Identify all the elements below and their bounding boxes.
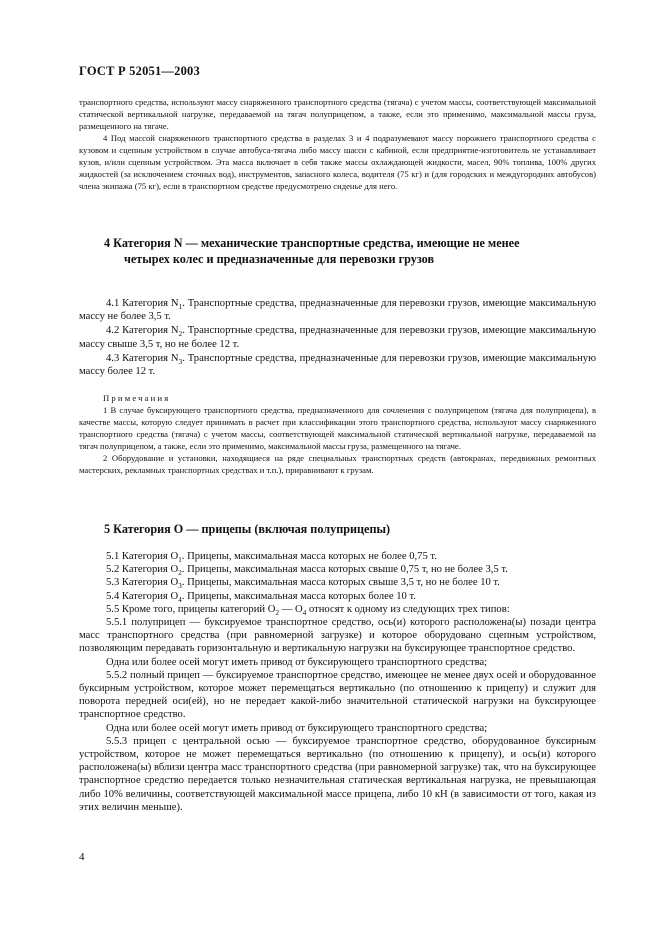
note-4: 4 Под массой снаряженного транспортного средства в разделах 3 и 4 подразумевают массу порожнего транспортного средства с кузовом и сцепным устройством в случае автобуса-тягача либо массу шасси с кабиной, если предприятие-изготовитель не устанавливает кузов, и/или сцепным устройством. Эта масса включает в себя также массы охлаждающей жидкости, масел, 90% топлива, 100% других жидкостей (за исключением сточных вод), инструментов, запасного колеса, водителя (75 кг) и (для городских и междугородних автобусов) члена экипажа (75 кг), если в транспортном средстве предусмотрено сиденье для него.	[79, 133, 596, 191]
item-5-4: 5.4 Категория $O_4$. Прицепы, максимальная масса которых более 10 т.	[106, 590, 416, 604]
note-continuation: транспортного средства, используют массу снаряженного транспортного средства (тягача) с учетом массы, соответствующей максимальной статической вертикальной нагрузке, передаваемой на тягач полуприцепом, а также, если это применимо, максимальной массы груза, размещенного на тягаче.	[79, 97, 596, 131]
item-5-5: 5.5 Кроме того, прицепы категорий $O_2$ — $O_4$ относят к одному из следующих трех типов:	[106, 603, 510, 617]
item-5-5-3: 5.5.3 прицеп с центральной осью — буксируемое транспортное средство, оборудованное буксирным устройством, которое не может перемещаться вертикально (по отношению к прицепу), и ось(и) которого расположена(ы) вблизи центра масс транспортного средства (при равномерной загрузке) так, что на буксирующее транспортное средство передается только незначительная статическая вертикальная нагрузка, не превышающая либо 10% величины, соответствующей максимальной массе прицепа, либо 10 кН (в зависимости от того, какая из этих величин меньше).	[79, 735, 596, 813]
note-1: 1 В случае буксирующего транспортного средства, предназначенного для сочленения с полуприцепом (тягача для полуприцепа), в качестве массы, которую следует принимать в расчет при классификации этого транспортного средства, используют массу снаряженного транспортного средства (тягача) с учетом массы, соответствующей максимальной статической вертикальной нагрузке, передаваемой на тягач полуприцепом, а также, если это применимо, максимальной массы груза, размещенного на тягаче.	[79, 405, 596, 451]
item-4-1: 4.1 Категория $N_1$. Транспортные средства, предназначенные для перевозки грузов, имеющие максимальную массу не более 3,5 т.	[79, 298, 596, 323]
page-number: 4	[79, 851, 85, 863]
axle-note-1: Одна или более осей могут иметь привод от буксирующего транспортного средства;	[106, 656, 488, 668]
item-5-2: 5.2 Категория $O_2$. Прицепы, максимальная масса которых свыше 0,75 т, но не более 3,5 т.	[106, 564, 508, 578]
section-4-notes	[79, 392, 596, 476]
item-4-2: 4.2 Категория $N_2$. Транспортные средства, предназначенные для перевозки грузов, имеющие максимальную массу свыше 3,5 т, но не более 12 т.	[79, 325, 596, 350]
item-5-1: 5.1 Категория $O_1$. Прицепы, максимальная масса которых не более 0,75 т.	[106, 551, 437, 565]
section-4-heading	[104, 235, 604, 267]
section-4-heading-line1: 4 Категория N — механические транспортные средства, имеющие не менее	[104, 236, 520, 250]
item-4-3: 4.3 Категория $N_3$. Транспортные средства, предназначенные для перевозки грузов, имеющие максимальную массу более 12 т.	[79, 352, 596, 378]
section-4-items	[79, 297, 596, 378]
document-header: ГОСТ Р 52051—2003	[79, 64, 200, 78]
item-5-3: 5.3 Категория $O_3$. Прицепы, максимальная масса которых свыше 3,5 т, но не более 10 т.	[106, 577, 500, 591]
notes-title: Примечания	[103, 393, 171, 403]
section-5-heading: 5 Категория O — прицепы (включая полуприцепы)	[104, 522, 391, 536]
item-5-5-1: 5.5.1 полуприцеп — буксируемое транспортное средство, ось(и) которого расположена(ы) позади центра масс транспортного средства (при равномерной загрузке) и которое оборудовано сцепным устройством, позволяющим передавать горизонтальную и вертикальную нагрузки на буксирующее транспортное средство.	[79, 617, 596, 655]
item-5-5-2: 5.5.2 полный прицеп — буксируемое транспортное средство, имеющее не менее двух осей и оборудованное буксирным устройством, которое может перемещаться вертикально (по отношению к прицепу) и служит для поворота передней оси(ей), но не передает какой-либо значительной статической нагрузки на буксирующее транспортное средство.	[79, 669, 596, 721]
top-notes	[79, 96, 596, 192]
axle-note-2: Одна или более осей могут иметь привод от буксирующего транспортного средства;	[106, 722, 488, 734]
section-4-heading-line2: четырех колес и предназначенные для перевозки грузов	[124, 252, 435, 266]
note-2: 2 Оборудование и установки, находящиеся на ряде специальных транспортных средств (автокранах, передвижных ремонтных мастерских, рекламных транспортных средствах и т.п.), приравнивают к грузам.	[79, 453, 596, 475]
section-5-body	[79, 550, 596, 814]
